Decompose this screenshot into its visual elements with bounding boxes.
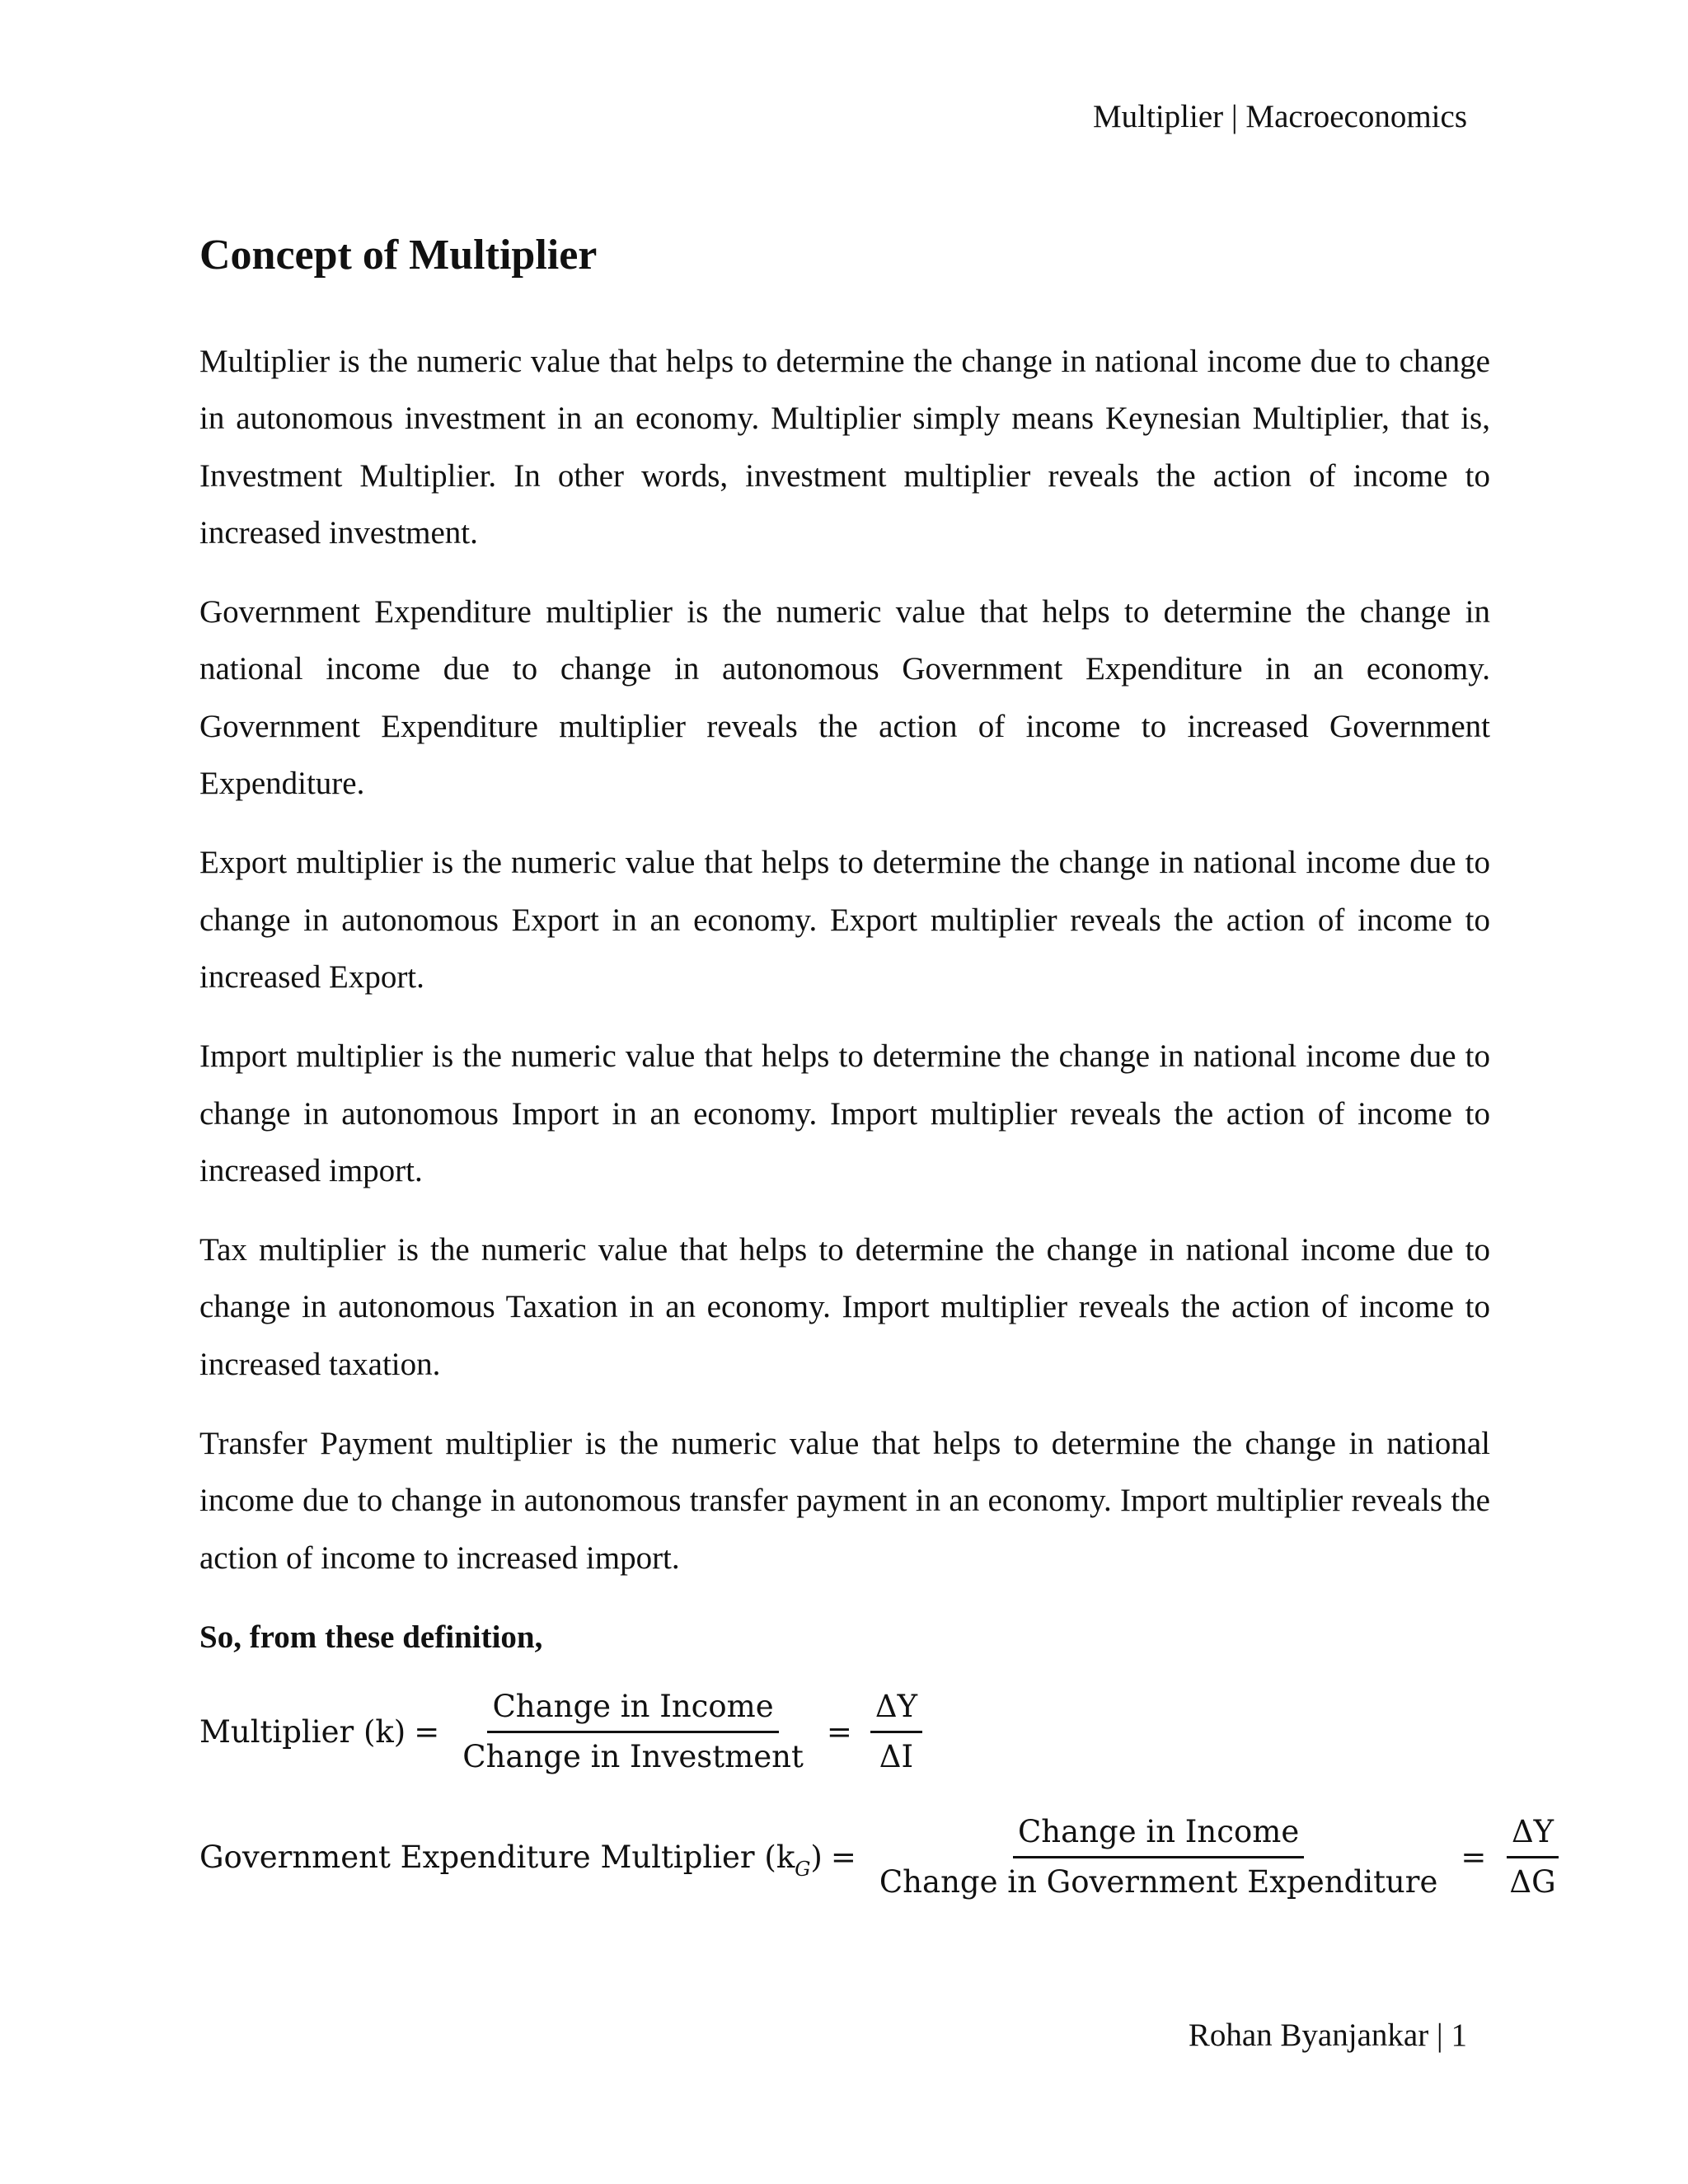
fraction-numerator: Change in Income [1013, 1813, 1304, 1858]
page-header: Multiplier | Macroeconomics [1092, 99, 1467, 134]
equals-sign: = [1461, 1840, 1487, 1875]
fraction-denominator: Change in Government Expenditure [879, 1864, 1438, 1900]
paragraph-import-multiplier: Import multiplier is the numeric value that helps to determine the change in national income due to change in autonomous Import in an economy. Import multiplier reveals the action of income to increased import. [199, 1038, 1490, 1188]
paragraph-transfer-payment-multiplier: Transfer Payment multiplier is the numeric value that helps to determine the change in national income due to change in autonomous transfer payment in an economy. Import multiplier reveals the action of income to increased import. [199, 1426, 1490, 1576]
paragraph-export-multiplier: Export multiplier is the numeric value that helps to determine the change in national income due to change in autonomous Export in an economy. Export multiplier reveals the action of income to increased Export. [199, 845, 1490, 995]
body-text [199, 333, 1490, 1666]
fraction-delta [870, 1688, 922, 1776]
equals-sign: = [414, 1714, 440, 1750]
paragraph-government-multiplier: Government Expenditure multiplier is the numeric value that helps to determine the change in national income due to change in autonomous Government Expenditure in an economy. Government Expenditure multiplier reveals the action of income to increased Government Expenditure. [199, 594, 1490, 802]
fraction-words [874, 1813, 1442, 1901]
page-footer: Rohan Byanjankar | 1 [1188, 2018, 1467, 2053]
lead-in-text: So, from these definition, [199, 1619, 543, 1655]
investment-multiplier-formula [199, 1688, 932, 1776]
document-title: Concept of Multiplier [199, 232, 598, 279]
equals-sign: = [830, 1840, 856, 1875]
equals-sign: = [826, 1714, 852, 1750]
paragraph-tax-multiplier: Tax multiplier is the numeric value that helps to determine the change in national income due to change in autonomous Taxation in an economy. Import multiplier reveals the action of income to increased taxation. [199, 1232, 1490, 1382]
fraction-denominator: ΔI [879, 1739, 914, 1774]
fraction-numerator: ΔY [870, 1688, 922, 1733]
fraction-numerator: ΔY [1507, 1813, 1559, 1858]
formula-label: Government Expenditure Multiplier $(k_G)$ [199, 1840, 823, 1881]
formula-label: Multiplier (k) [199, 1714, 406, 1750]
fraction-denominator: ΔG [1509, 1864, 1556, 1900]
fraction-delta [1504, 1813, 1560, 1901]
fraction-words [457, 1688, 809, 1776]
fraction-numerator: Change in Income [487, 1688, 778, 1733]
formula-subscript: G [795, 1858, 811, 1881]
fraction-denominator: Change in Investment [462, 1739, 804, 1774]
government-multiplier-formula [199, 1813, 1571, 1901]
paragraph-investment-multiplier: Multiplier is the numeric value that helps to determine the change in national income due to change in autonomous investment in an economy. Multiplier simply means Keynesian Multiplier, that is, Investment Multiplier. In other words, investment multiplier reveals the action of income to increased investment. [199, 344, 1490, 551]
